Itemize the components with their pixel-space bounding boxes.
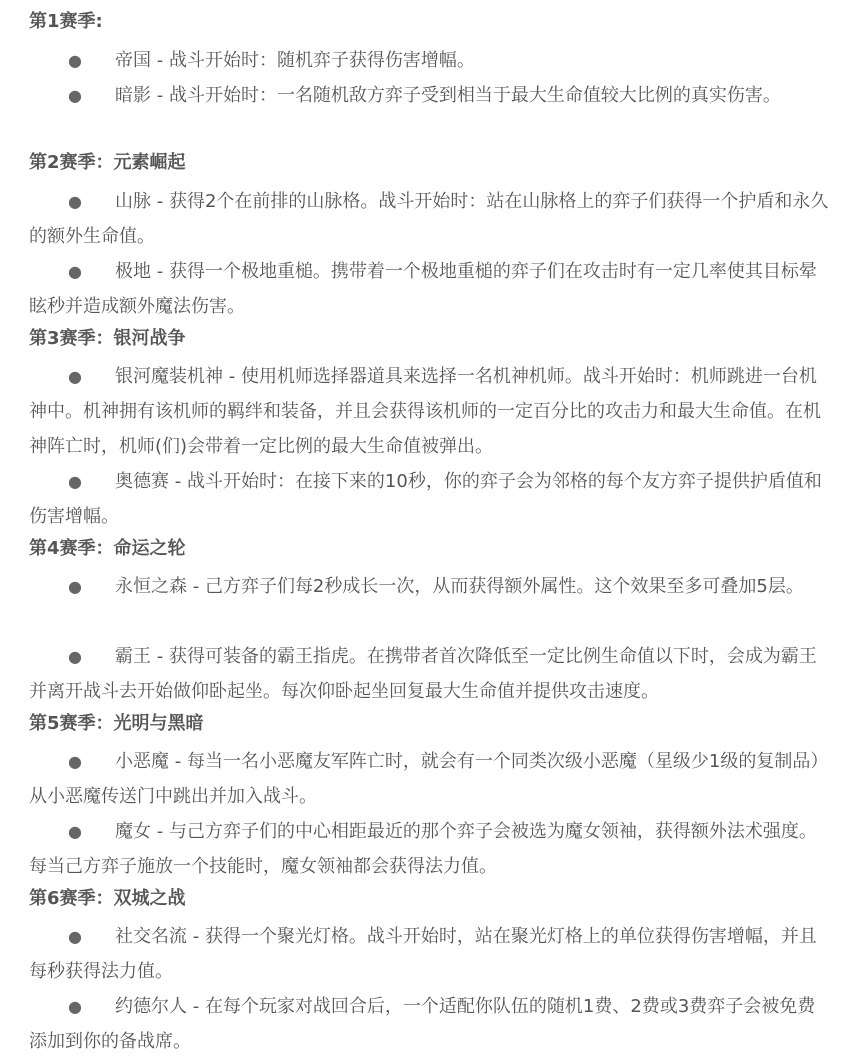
- list-item-text: 银河魔装机神 - 使用机师选择器道具来选择一名机神机师。战斗开始时：机师跳进一台机神中。机神拥有该机师的羁绊和装备，并且会获得该机师的一定百分比的攻击力和最大生命值。在机神阵亡时，机师(们)会带着一定比例的最大生命值被弹出。: [29, 366, 821, 457]
- list-item: [0, 359, 845, 464]
- bullet-icon: ●: [68, 51, 82, 70]
- list-item: [0, 639, 845, 709]
- season-4-title: 第4赛季：命运之轮: [29, 538, 186, 559]
- bullet-icon: ●: [68, 647, 82, 666]
- list-item: [0, 43, 845, 78]
- bullet-icon: ●: [68, 927, 82, 946]
- season-6-title: 第6赛季：双城之战: [29, 888, 186, 909]
- bullet-icon: ●: [68, 472, 82, 491]
- bullet-icon: ●: [68, 822, 82, 841]
- bullet-icon: ●: [68, 192, 82, 211]
- list-item-text: 暗影 - 战斗开始时：一名随机敌方弈子受到相当于最大生命值较大比例的真实伤害。: [115, 85, 781, 106]
- list-item-text: 极地 - 获得一个极地重槌。携带着一个极地重槌的弈子们在攻击时有一定几率使其目标晕眩秒并造成额外魔法伤害。: [29, 261, 817, 317]
- list-item: [0, 464, 845, 534]
- list-item: [0, 919, 845, 989]
- season-5-title: 第5赛季：光明与黑暗: [29, 713, 204, 734]
- list-item-text: 帝国 - 战斗开始时：随机弈子获得伤害增幅。: [115, 50, 475, 71]
- list-item-text: 永恒之森 - 己方弈子们每2秒成长一次，从而获得额外属性。这个效果至多可叠加5层。: [115, 576, 804, 597]
- list-item-text: 魔女 - 与己方弈子们的中心相距最近的那个弈子会被选为魔女领袖，获得额外法术强度。每当己方弈子施放一个技能时，魔女领袖都会获得法力值。: [29, 821, 817, 877]
- list-item-text: 小恶魔 - 每当一名小恶魔友军阵亡时，就会有一个同类次级小恶魔（星级少1级的复制品）从小恶魔传送门中跳出并加入战斗。: [29, 751, 829, 807]
- list-item-text: 社交名流 - 获得一个聚光灯格。战斗开始时，站在聚光灯格上的单位获得伤害增幅，并且每秒获得法力值。: [29, 926, 817, 982]
- list-item: [0, 78, 845, 113]
- bullet-icon: ●: [68, 577, 82, 596]
- bullet-icon: ●: [68, 997, 82, 1016]
- bullet-icon: ●: [68, 262, 82, 281]
- list-item: [0, 254, 845, 324]
- season-1-title: 第1赛季:: [29, 11, 103, 32]
- season-2-title: 第2赛季：元素崛起: [29, 152, 186, 173]
- bullet-icon: ●: [68, 86, 82, 105]
- list-item-text: 山脉 - 获得2个在前排的山脉格。战斗开始时：站在山脉格上的弈子们获得一个护盾和永久的额外生命值。: [29, 191, 829, 247]
- list-item: [0, 744, 845, 814]
- list-item: [0, 989, 845, 1059]
- list-item: [0, 814, 845, 884]
- bullet-icon: ●: [68, 752, 82, 771]
- bullet-icon: ●: [68, 367, 82, 386]
- list-item: [0, 569, 845, 604]
- list-item-text: 霸王 - 获得可装备的霸王指虎。在携带者首次降低至一定比例生命值以下时，会成为霸王并离开战斗去开始做仰卧起坐。每次仰卧起坐回复最大生命值并提供攻击速度。: [29, 646, 817, 702]
- season-3-title: 第3赛季：银河战争: [29, 328, 186, 349]
- list-item-text: 约德尔人 - 在每个玩家对战回合后，一个适配你队伍的随机1费、2费或3费弈子会被免费添加到你的备战席。: [29, 996, 816, 1052]
- list-item-text: 奥德赛 - 战斗开始时：在接下来的10秒，你的弈子会为邻格的每个友方弈子提供护盾值和伤害增幅。: [29, 471, 822, 527]
- list-item: [0, 184, 845, 254]
